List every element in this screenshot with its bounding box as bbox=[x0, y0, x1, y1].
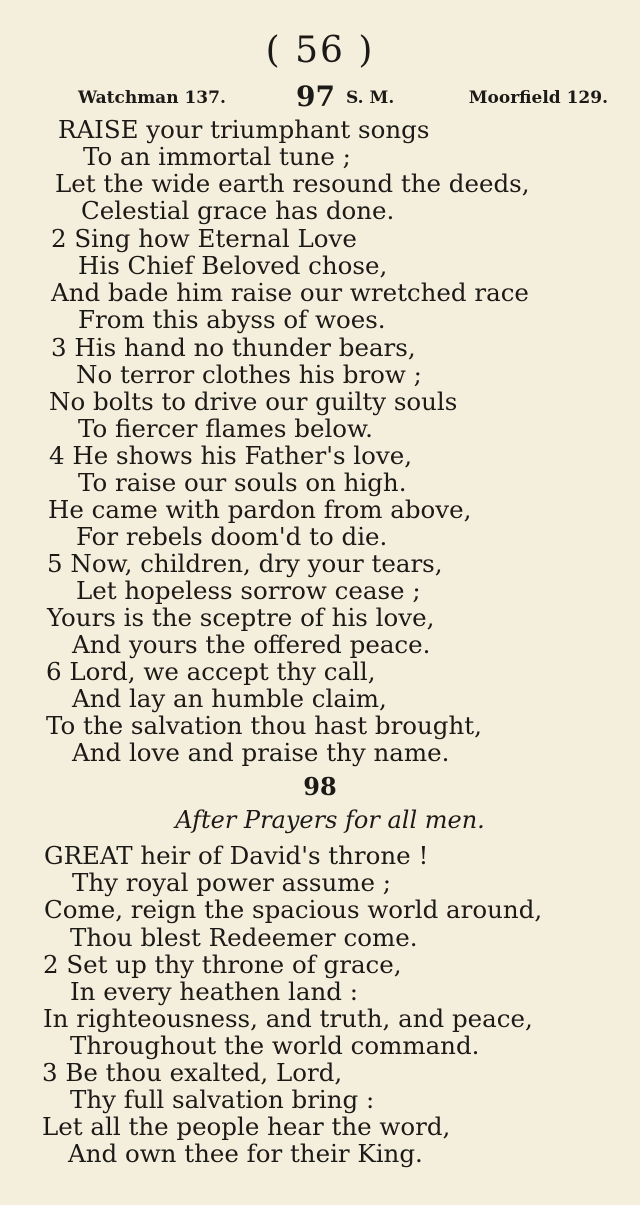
hymn-97-line: For rebels doom'd to die. bbox=[76, 522, 388, 551]
tune-name-left: Watchman 137. bbox=[78, 88, 226, 108]
tune-name-right: Moorfield 129. bbox=[468, 88, 608, 108]
hymn-98-line: 2 Set up thy throne of grace, bbox=[43, 950, 402, 979]
hymn-97-line: From this abyss of woes. bbox=[78, 305, 386, 334]
hymn-header bbox=[78, 80, 608, 113]
hymn-97-line: No terror clothes his brow ; bbox=[76, 360, 422, 389]
hymn-97-line: And bade him raise our wretched race bbox=[51, 278, 529, 307]
hymn-97-line: To fiercer flames below. bbox=[78, 414, 373, 443]
hymn-97-line: And love and praise thy name. bbox=[72, 738, 450, 767]
hymn-98-line: 3 Be thou exalted, Lord, bbox=[42, 1058, 343, 1087]
hymn-98-line: Thy full salvation bring : bbox=[70, 1085, 375, 1114]
hymn-97-line: And lay an humble claim, bbox=[72, 684, 387, 713]
hymn-98-line: And own thee for their King. bbox=[68, 1139, 423, 1168]
hymn-97-line: 4 He shows his Father's love, bbox=[49, 441, 413, 470]
hymn-97-line: To raise our souls on high. bbox=[78, 468, 407, 497]
hymn-98-line: Thy royal power assume ; bbox=[72, 868, 391, 897]
hymn-97-line: To the salvation thou hast brought, bbox=[46, 711, 482, 740]
page-number: ( 56 ) bbox=[265, 30, 375, 71]
hymn-97-line: 6 Lord, we accept thy call, bbox=[46, 657, 376, 686]
hymn-97-line: His Chief Beloved chose, bbox=[78, 251, 388, 280]
hymn-98-line: Thou blest Redeemer come. bbox=[70, 923, 418, 952]
hymn-98-line: In every heathen land : bbox=[70, 977, 358, 1006]
hymn-98-line: In righteousness, and truth, and peace, bbox=[43, 1004, 533, 1033]
hymn-97-line: To an immortal tune ; bbox=[83, 142, 351, 171]
hymn-97-line: RAISE your triumphant songs bbox=[58, 115, 430, 144]
hymn-97-line: Celestial grace has done. bbox=[81, 196, 395, 225]
hymn-97-line: Let the wide earth resound the deeds, bbox=[55, 169, 530, 198]
hymn-97-line: 2 Sing how Eternal Love bbox=[51, 224, 357, 253]
hymn-98-line: Throughout the world command. bbox=[70, 1031, 480, 1060]
hymn-98-line: Let all the people hear the word, bbox=[42, 1112, 451, 1141]
hymn-98-line: Come, reign the spacious world around, bbox=[44, 895, 543, 924]
hymn-97-line: Yours is the sceptre of his love, bbox=[47, 603, 435, 632]
meter: S. M. bbox=[346, 88, 395, 108]
hymn-97-line: He came with pardon from above, bbox=[48, 495, 472, 524]
hymn-97-line: Let hopeless sorrow cease ; bbox=[76, 576, 421, 605]
hymn-97-line: 3 His hand no thunder bears, bbox=[51, 333, 416, 362]
hymn-97-line: 5 Now, children, dry your tears, bbox=[47, 549, 443, 578]
hymn-97-line: No bolts to drive our guilty souls bbox=[49, 387, 458, 416]
hymn-98-number: 98 bbox=[303, 772, 337, 801]
hymn-98-title: After Prayers for all men. bbox=[175, 806, 485, 834]
hymn-98-line: GREAT heir of David's throne ! bbox=[44, 841, 429, 870]
hymn-97-line: And yours the offered peace. bbox=[72, 630, 431, 659]
hymn-number: 97 bbox=[296, 80, 335, 113]
